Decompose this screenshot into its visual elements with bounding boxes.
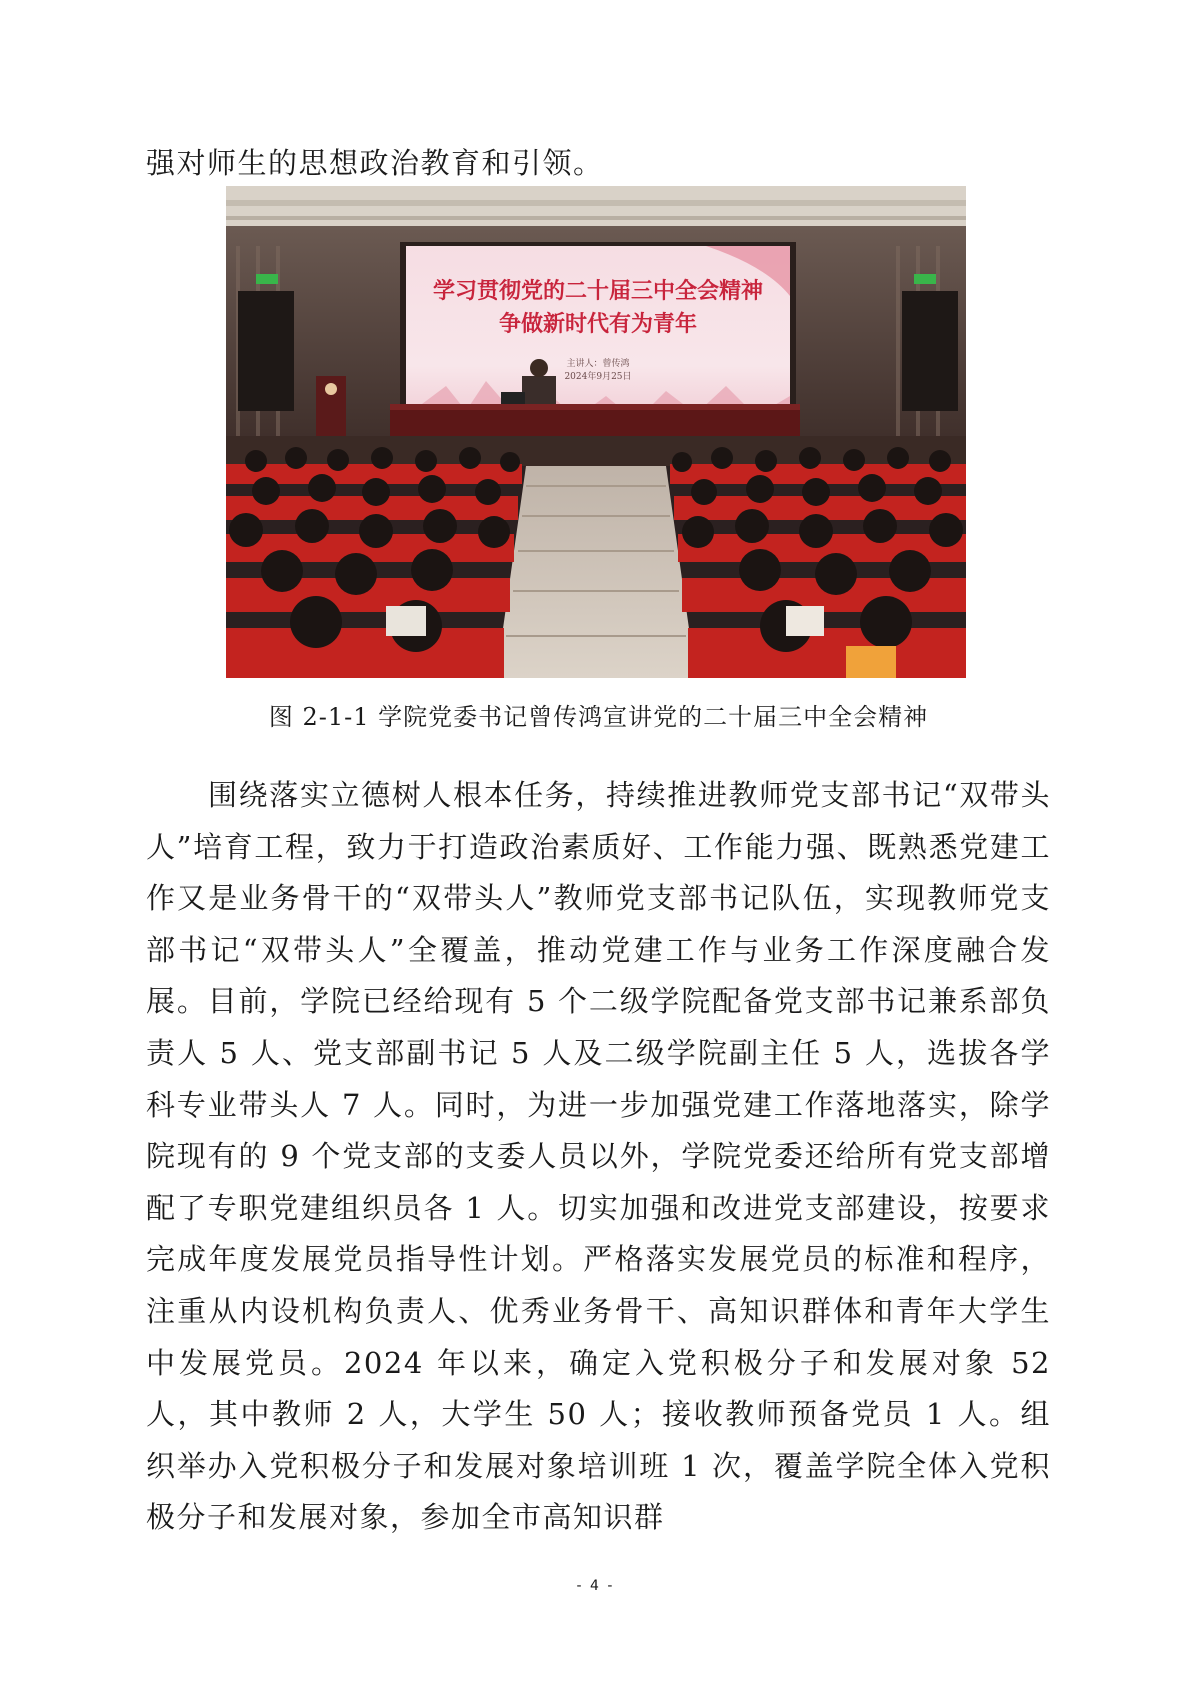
lecture-hall-image — [226, 186, 966, 678]
screen-title-1: 学习贯彻党的二十届三中全会精神 — [432, 278, 764, 304]
screen-speaker: 主讲人：曾传鸿 — [566, 359, 630, 369]
intro-text: 强对师生的思想政治教育和引领。 — [146, 146, 604, 180]
screen-title-2: 争做新时代有为青年 — [498, 311, 698, 337]
body-paragraph: 围绕落实立德树人根本任务，持续推进教师党支部书记“双带头人”培育工程，致力于打造政治素质好、工作能力强、既熟悉党建工作又是业务骨干的“双带头人”教师党支部书记队伍，实现教师党支部书记“双带头人”全覆盖，推动党建工作与业务工作深度融合发展。目前，学院已经给现有 5 个二级学院配备党支部书记兼系部负责人 5 人、党支部副书记 5 人及二级学院副主任 5 人，选拔各学科专业带头人 7 人。同时，为进一步加强党建工作落地落实，除学院现有的 9 个党支部的支委人员以外，学院党委还给所有党支部增配了专职党建组织员各 1 人。切实加强和改进党支部建设，按要求完成年度发展党员指导性计划。严格落实发展党员的标准和程序，注重从内设机构负责人、优秀业务骨干、高知识群体和青年大学生中发展党员。2024 年以来，确定入党积极分子和发展对象 52 人，其中教师 2 人，大学生 50 人；接收教师预备党员 1 人。组织举办入党积极分子和发展对象培训班 1 次，覆盖学院全体入党积极分子和发展对象，参加全市高知识群 — [146, 778, 1051, 1535]
figure-caption: 图 2-1-1 学院党委书记曾传鸿宣讲党的二十届三中全会精神 — [268, 703, 929, 731]
lecture-photo — [226, 186, 966, 678]
screen-date: 2024年9月25日 — [564, 372, 632, 382]
page-number: - 4 - — [576, 1578, 615, 1594]
